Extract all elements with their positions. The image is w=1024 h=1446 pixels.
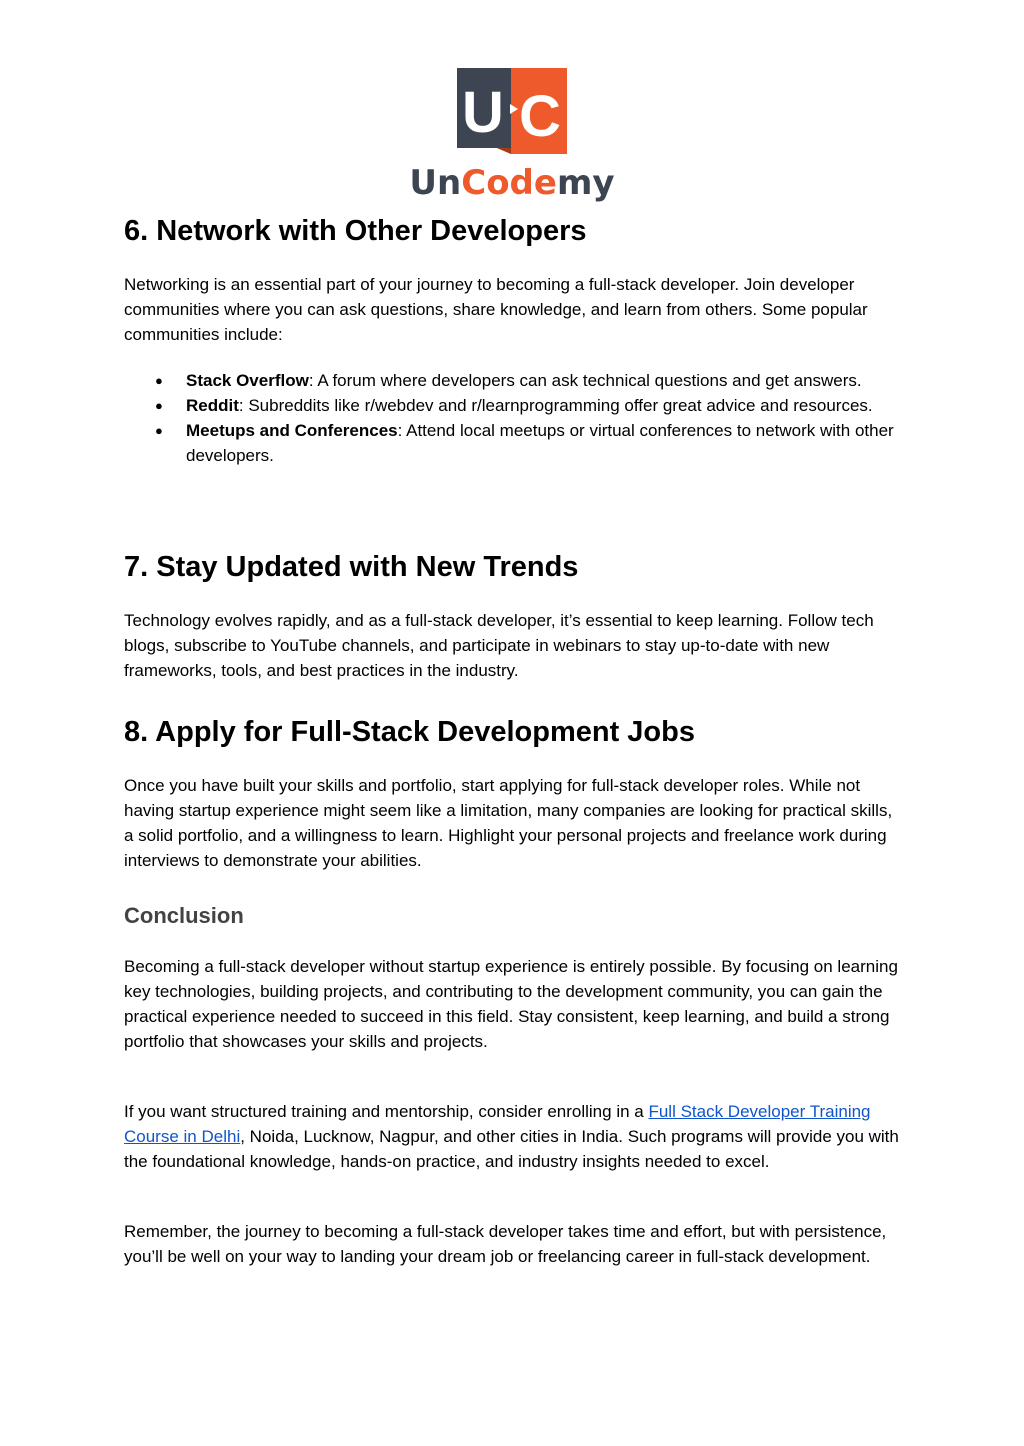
section-6-intro: Networking is an essential part of your journey to becoming a full-stack developer. Join developer communities where you can ask questions, share knowledge, and learn from others. Some popular communities include: (124, 275, 868, 344)
communities-list (124, 368, 962, 468)
logo-word-2: Code (461, 163, 557, 203)
conclusion-paragraph-2: If you want structured training and mentorship, consider enrolling in a Full Stack Developer Training Course in Delhi, Noida, Lucknow, Nagpur, and other cities in India. Such programs will provide you with the foundational knowledge, hands-on practice, and industry insights needed to excel. (124, 1102, 899, 1171)
logo-mark-left: U (462, 80, 504, 145)
conclusion-paragraph-1: Becoming a full-stack developer without startup experience is entirely possible. By focusing on learning key technologies, building projects, and contributing to the development community, you can gain the practical experience needed to succeed in this field. Stay consistent, keep learning, and build a strong portfolio that showcases your skills and projects. (124, 957, 898, 1051)
logo-word-1: Un (409, 163, 462, 203)
section-7-body: Technology evolves rapidly, and as a full-stack developer, it’s essential to keep learning. Follow tech blogs, subscribe to YouTube channels, and participate in webinars to stay up-to-date with new frameworks, tools, and best practices in the industry. (124, 611, 874, 680)
logo-word-3: my (556, 163, 615, 203)
list-item: ● Reddit: Subreddits like r/webdev and r/learnprogramming offer great advice and resources. (186, 393, 962, 418)
conclusion-paragraph-3: Remember, the journey to becoming a full-stack developer takes time and effort, but with persistence, you’ll be well on your way to landing your dream job or freelancing career in full-stack development. (124, 1222, 887, 1266)
uncodemy-logo (0, 62, 1024, 204)
uncodemy-logo-icon (397, 62, 627, 204)
list-item: ● Stack Overflow: A forum where developers can ask technical questions and get answers. (186, 368, 962, 393)
section-8-heading: 8. Apply for Full-Stack Development Jobs (124, 716, 695, 748)
section-7-heading: 7. Stay Updated with New Trends (124, 551, 579, 583)
svg-text:UnCodemy (409, 163, 614, 203)
section-8-body: Once you have built your skills and portfolio, start applying for full-stack developer roles. While not having startup experience might seem like a limitation, many companies are looking for practical skills, a solid portfolio, and a willingness to learn. Highlight your personal projects and freelance work during interviews to demonstrate your abilities. (124, 776, 893, 870)
section-6-heading: 6. Network with Other Developers (124, 215, 587, 247)
course-link[interactable]: Full Stack Developer Training Course in Delhi (124, 1102, 871, 1146)
list-item: ● Meetups and Conferences: Attend local meetups or virtual conferences to network with other developers. (186, 418, 962, 468)
conclusion-heading: Conclusion (124, 903, 244, 928)
logo-mark-right: C (519, 84, 561, 149)
